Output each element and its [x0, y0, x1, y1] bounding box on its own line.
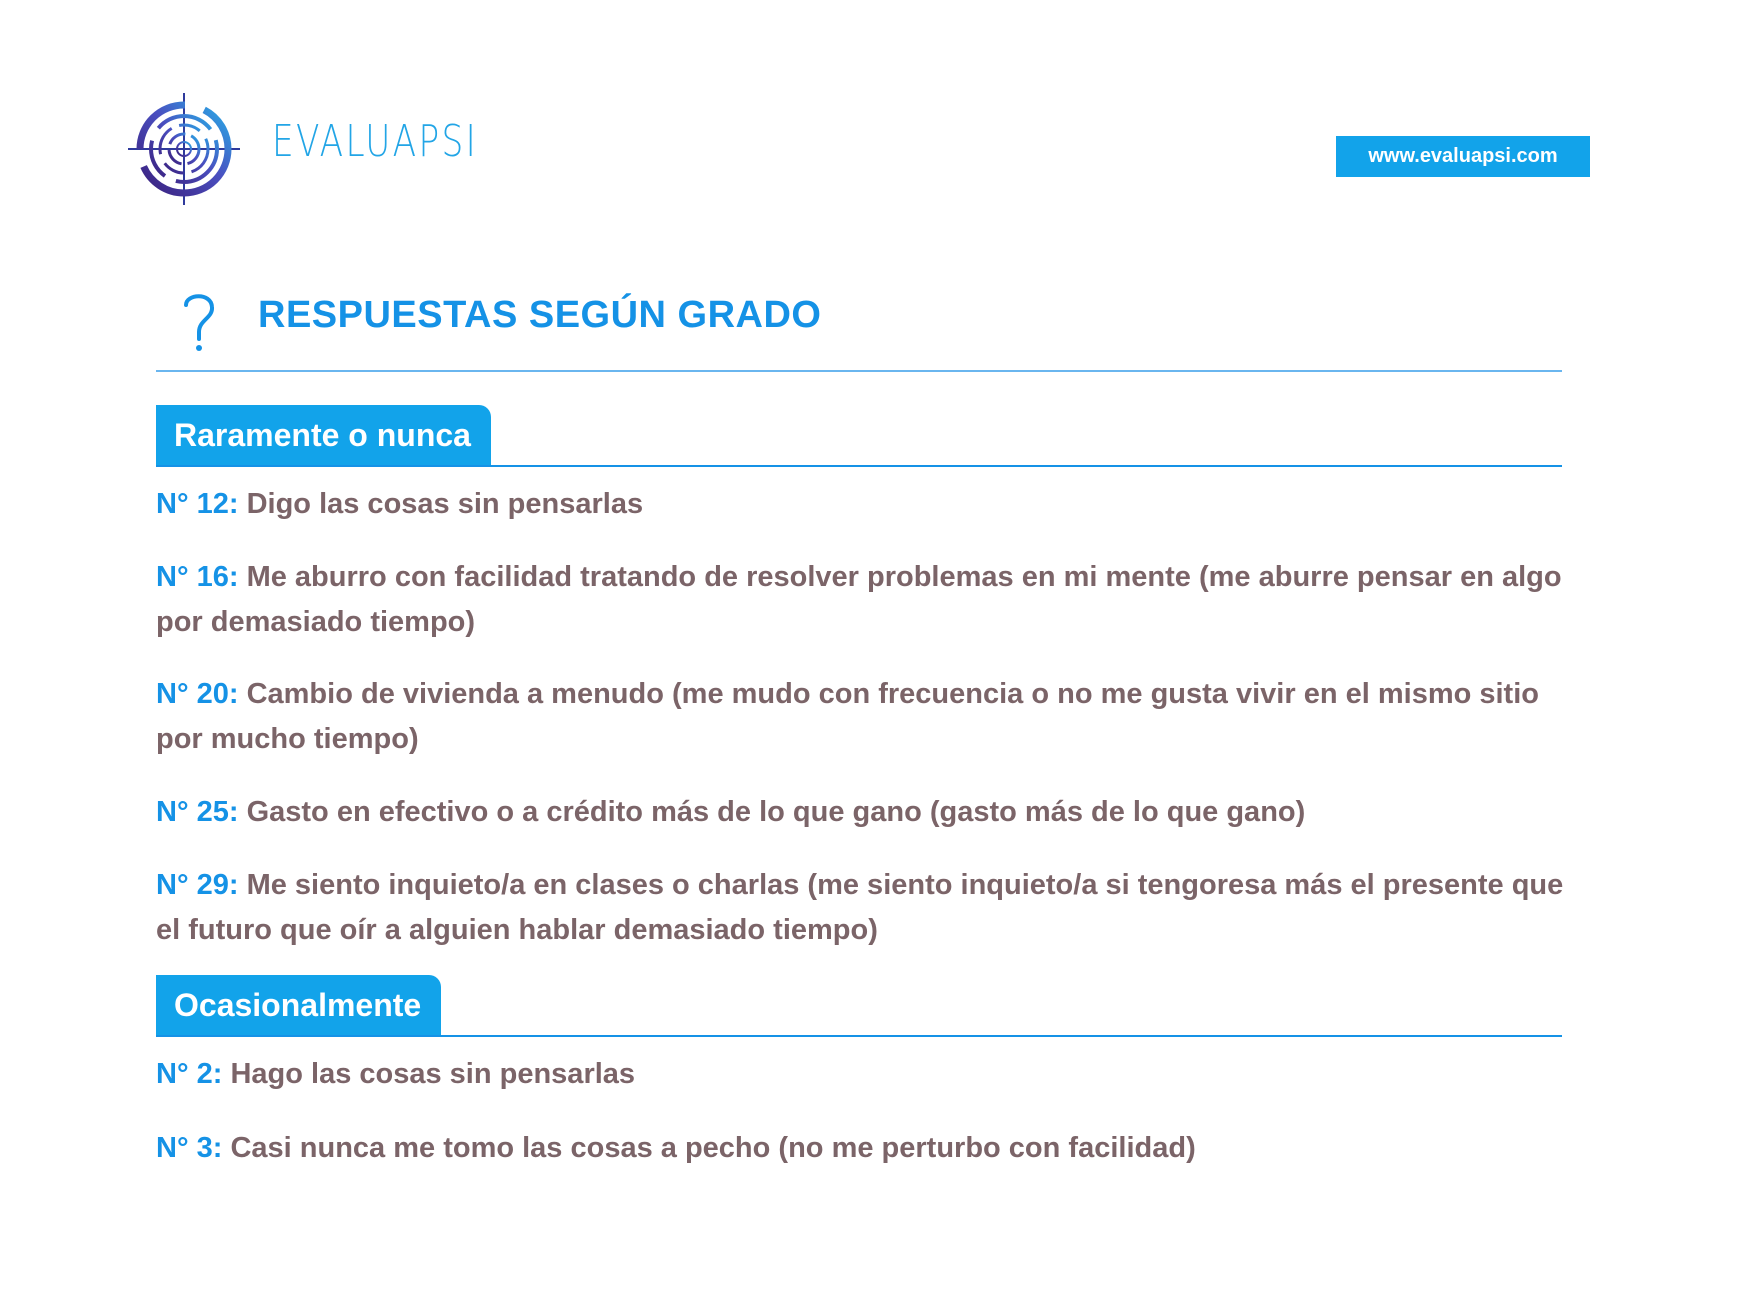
response-item [156, 1052, 1576, 1097]
response-item [156, 482, 1576, 527]
group-label: Raramente o nunca [156, 405, 491, 465]
item-text: Cambio de vivienda a menudo (me mudo con frecuencia o no me gusta vivir en el mismo sitio por mucho tiempo) [156, 678, 1539, 755]
item-number: N° 20: [156, 678, 239, 710]
item-text: Me aburro con facilidad tratando de resolver problemas en mi mente (me aburre pensar en algo por demasiado tiempo) [156, 561, 1562, 638]
item-text: Casi nunca me tomo las cosas a pecho (no me perturbo con facilidad) [230, 1132, 1196, 1164]
question-mark-icon [177, 290, 221, 354]
item-number: N° 2: [156, 1058, 223, 1090]
item-text: Gasto en efectivo o a crédito más de lo que gano (gasto más de lo que gano) [246, 796, 1306, 828]
group-label: Ocasionalmente [156, 975, 441, 1035]
group-header-raramente [156, 405, 1562, 467]
item-text: Hago las cosas sin pensarlas [230, 1058, 636, 1090]
item-number: N° 12: [156, 488, 239, 520]
brand-name: EVALUAPSI [272, 116, 479, 167]
response-item [156, 863, 1576, 953]
item-text: Digo las cosas sin pensarlas [246, 488, 644, 520]
response-item [156, 790, 1576, 835]
response-item [156, 1126, 1576, 1171]
item-text: Me siento inquieto/a en clases o charlas (me siento inquieto/a si tengoresa más el presente que el futuro que oír a alguien hablar demasiado tiempo) [156, 869, 1564, 946]
item-number: N° 3: [156, 1132, 223, 1164]
website-url-badge[interactable]: www.evaluapsi.com [1336, 136, 1590, 177]
item-number: N° 16: [156, 561, 239, 593]
item-number: N° 25: [156, 796, 239, 828]
group-divider [156, 1035, 1562, 1037]
item-number: N° 29: [156, 869, 239, 901]
group-divider [156, 465, 1562, 467]
evaluapsi-logo-icon [128, 93, 240, 205]
section-title: RESPUESTAS SEGÚN GRADO [258, 294, 822, 336]
response-item [156, 672, 1576, 762]
group-header-ocasionalmente [156, 975, 1562, 1037]
response-item [156, 555, 1576, 645]
title-divider [156, 370, 1562, 372]
